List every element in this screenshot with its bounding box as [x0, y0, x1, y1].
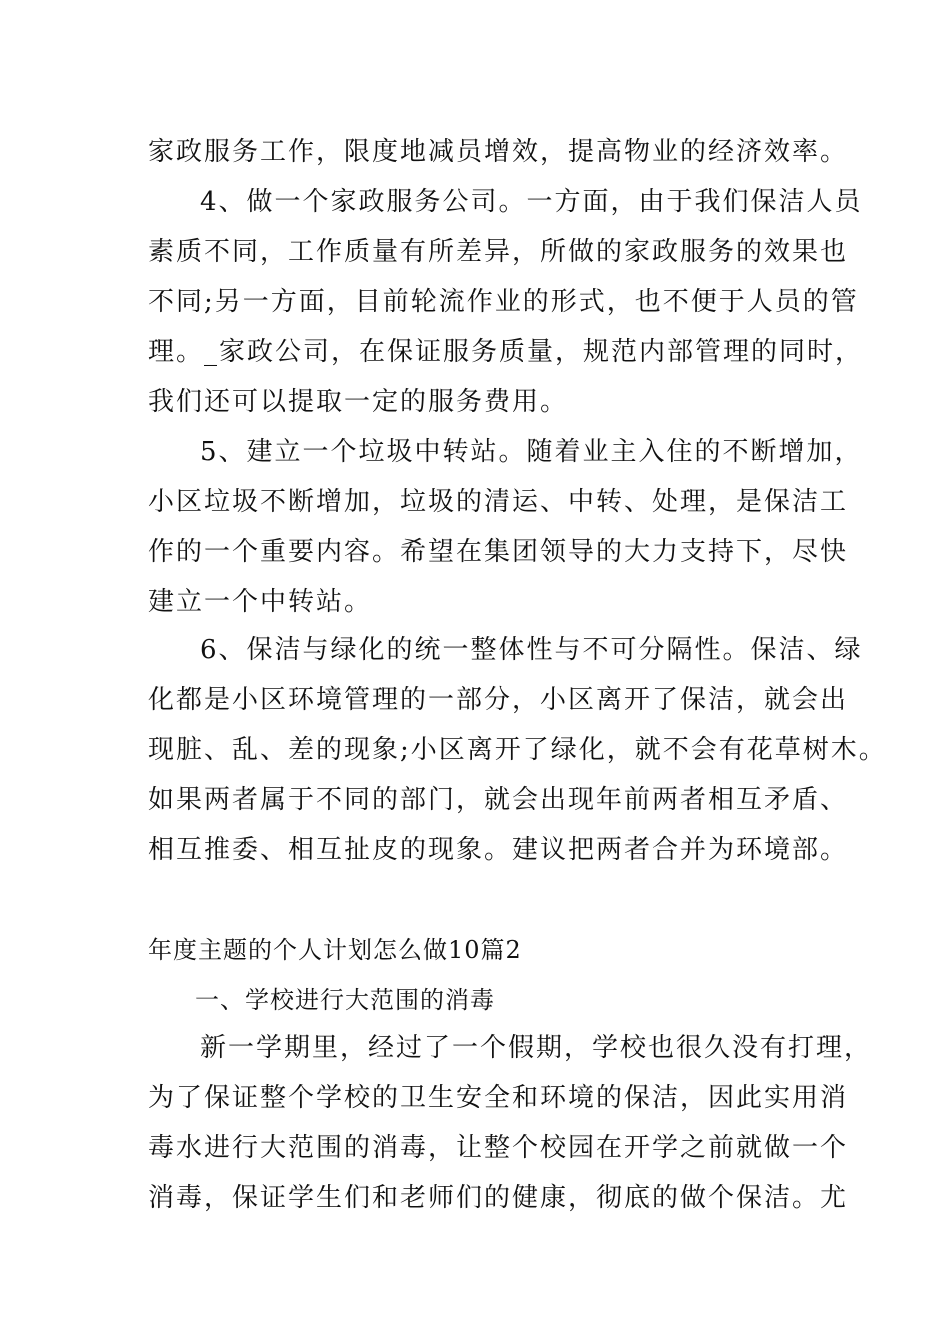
body-line: 家政服务工作，限度地减员增效，提高物业的经济效率。	[148, 137, 849, 167]
body-line: 如果两者属于不同的部门，就会出现年前两者相互矛盾、	[148, 785, 849, 815]
body-line: 化都是小区环境管理的一部分，小区离开了保洁，就会出	[148, 685, 849, 715]
body-line: 消毒，保证学生们和老师们的健康，彻底的做个保洁。尤	[148, 1183, 849, 1213]
body-line: 毒水进行大范围的消毒，让整个校园在开学之前就做一个	[148, 1133, 849, 1163]
body-line: 现脏、乱、差的现象;小区离开了绿化，就不会有花草树木。	[148, 735, 887, 765]
body-line: 4、做一个家政服务公司。一方面，由于我们保洁人员	[200, 187, 863, 217]
body-line: 相互推委、相互扯皮的现象。建议把两者合并为环境部。	[148, 835, 849, 865]
body-line: 我们还可以提取一定的服务费用。	[148, 387, 569, 417]
body-line: 作的一个重要内容。希望在集团领导的大力支持下，尽快	[148, 537, 849, 567]
body-line: 为了保证整个学校的卫生安全和环境的保洁，因此实用消	[148, 1083, 849, 1113]
body-line: 小区垃圾不断增加，垃圾的清运、中转、处理，是保洁工	[148, 487, 849, 517]
body-line: 6、保洁与绿化的统一整体性与不可分隔性。保洁、绿	[200, 635, 863, 665]
body-line: 建立一个中转站。	[148, 587, 373, 617]
body-line: 素质不同，工作质量有所差异，所做的家政服务的效果也	[148, 237, 849, 267]
body-line: 新一学期里，经过了一个假期，学校也很久没有打理，	[200, 1033, 873, 1063]
body-line: 理。_家政公司，在保证服务质量，规范内部管理的同时，	[148, 337, 864, 367]
section-subheading: 一、学校进行大范围的消毒	[195, 986, 495, 1014]
body-line: 不同;另一方面，目前轮流作业的形式，也不便于人员的管	[148, 287, 859, 317]
section-title: 年度主题的个人计划怎么做10篇2	[148, 936, 522, 964]
body-line: 5、建立一个垃圾中转站。随着业主入住的不断增加，	[200, 437, 863, 467]
